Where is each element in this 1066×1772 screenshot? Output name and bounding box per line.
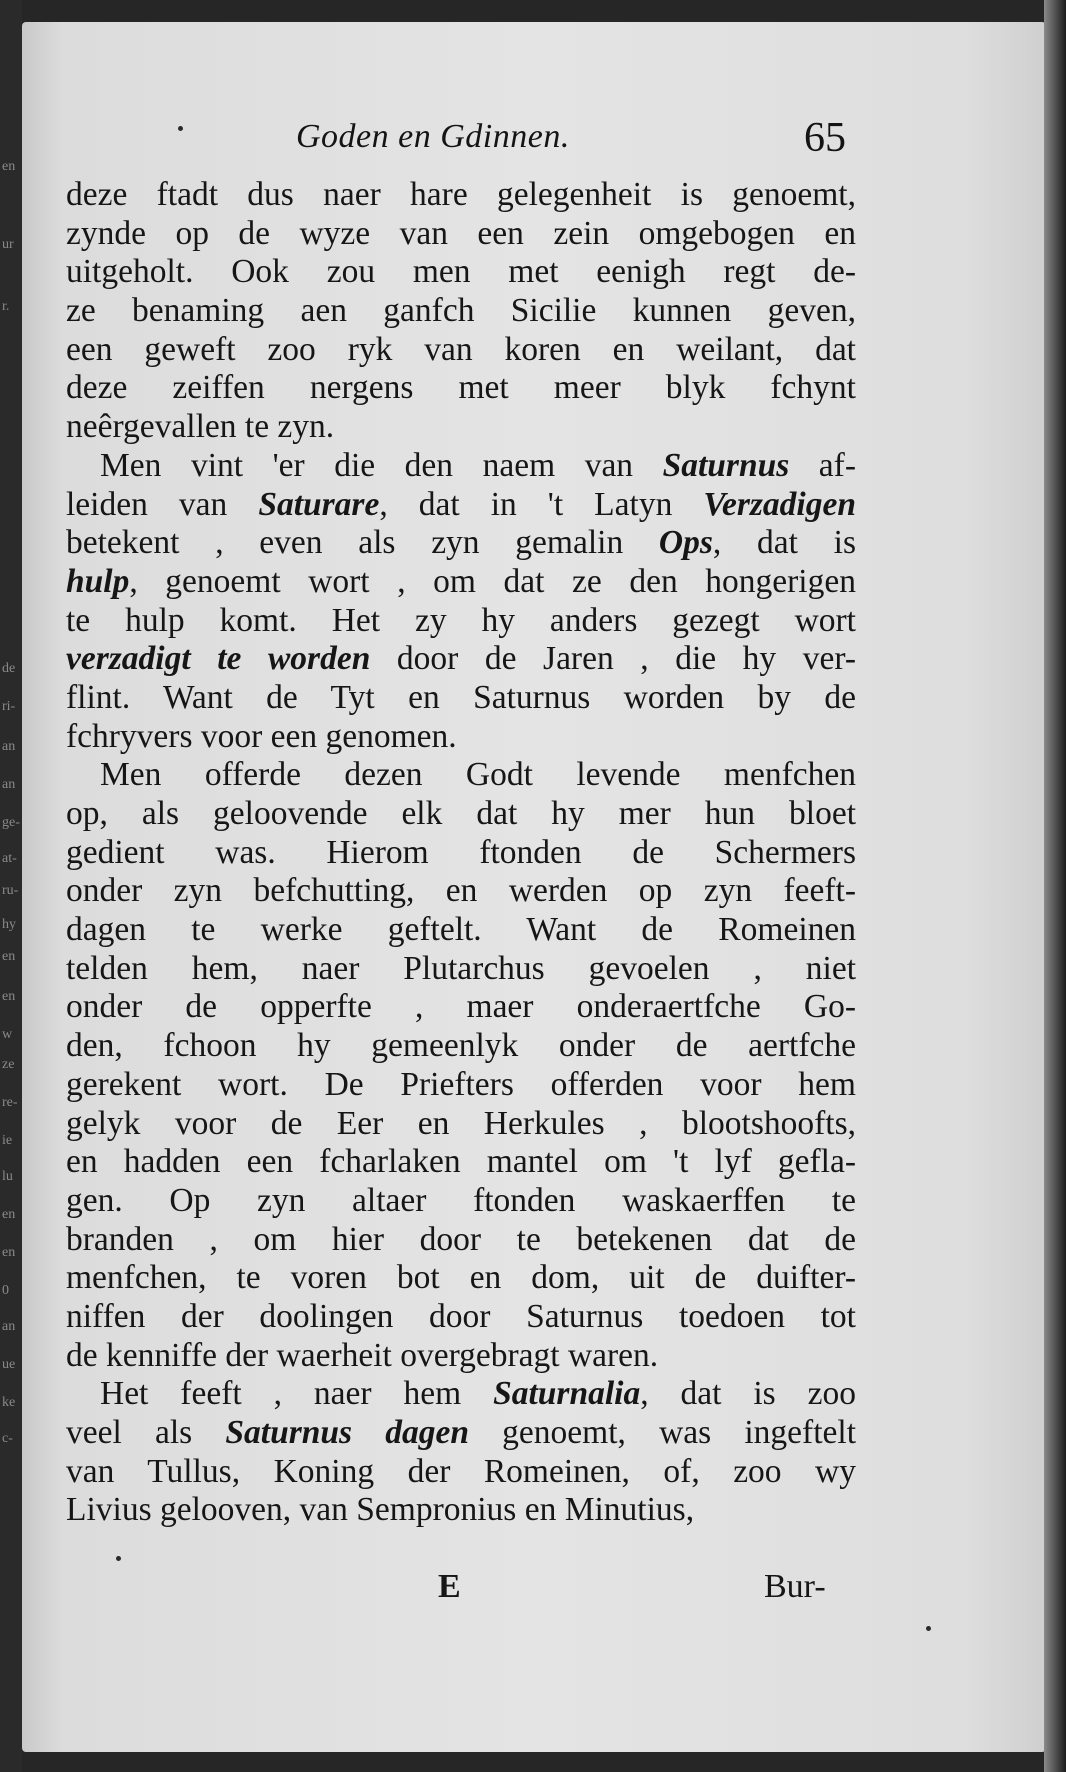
text-run: af-: [789, 446, 856, 484]
margin-fragment: w: [2, 1027, 13, 1042]
text-run: , dat is: [712, 524, 856, 562]
text-run: , dat is zoo: [640, 1375, 857, 1413]
text-line: [66, 215, 856, 254]
text-run: dagen te werke geftelt. Want de Romeinen: [66, 911, 856, 949]
text-run: leiden van: [66, 485, 259, 523]
margin-fragment: c-: [2, 1431, 13, 1446]
margin-fragment: de: [2, 661, 16, 676]
text-run: onder de opperfte , maer onderaertfche Go-: [66, 988, 856, 1026]
text-run: onder zyn befchutting, en werden op zyn feeft-: [66, 872, 856, 910]
body-text: [66, 176, 856, 1530]
italic-term: Saturnus: [662, 446, 790, 484]
text-line: [66, 1105, 856, 1144]
page-edge-shadow: [1044, 0, 1066, 1772]
ink-speck: [178, 126, 183, 131]
margin-fragment: at-: [2, 851, 17, 866]
text-line: [66, 1337, 856, 1376]
text-run: niffen der doolingen door Saturnus toedoen tot: [66, 1297, 856, 1335]
margin-fragment: ue: [2, 1357, 16, 1372]
text-run: den, fchoon hy gemeenlyk onder de aertfche: [66, 1027, 856, 1065]
text-run: op, als geloovende elk dat hy mer hun bloet: [66, 795, 856, 832]
text-line: [66, 1453, 856, 1492]
text-line: [66, 718, 856, 757]
text-line: [66, 1143, 856, 1182]
text-run: betekent , even als zyn gemalin: [66, 524, 659, 562]
text-line: [66, 950, 856, 989]
text-line: [66, 331, 856, 370]
margin-fragment: r.: [2, 299, 10, 314]
margin-fragment: ur: [2, 237, 14, 252]
text-run: flint. Want de Tyt en Saturnus worden by de: [66, 678, 856, 716]
text-line: [66, 602, 856, 641]
running-title: Goden en Gdinnen.: [296, 118, 570, 155]
text-line: [66, 1259, 856, 1298]
text-run: branden , om hier door te betekenen dat de: [66, 1220, 856, 1258]
text-run: telden hem, naer Plutarchus gevoelen , niet: [66, 949, 856, 987]
text-run: ze benaming aen ganfch Sicilie kunnen geven,: [66, 292, 856, 330]
text-line: [66, 872, 856, 911]
signature-mark: E: [438, 1568, 461, 1605]
text-line: [66, 563, 856, 602]
text-line: [66, 1375, 856, 1414]
margin-fragment: ze: [2, 1057, 15, 1072]
text-line: [66, 1221, 856, 1260]
text-run: een geweft zoo ryk van koren en weilant, dat: [66, 330, 856, 368]
text-run: uitgeholt. Ook zou men met eenigh regt de-: [66, 253, 856, 291]
text-run: gerekent wort. De Priefters offerden voor hem: [66, 1065, 856, 1103]
text-run: en hadden een fcharlaken mantel om 't lyf gefla-: [66, 1143, 856, 1181]
text-line: [66, 447, 856, 486]
text-run: zynde op de wyze van een zein omgebogen en: [66, 214, 856, 252]
text-run: deze zeiffen nergens met meer blyk fchynt: [66, 369, 856, 407]
text-line: [66, 640, 856, 679]
text-line: [66, 756, 856, 795]
text-run: van Tullus, Koning der Romeinen, of, zoo wy: [66, 1452, 856, 1490]
text-run: , dat in 't Latyn: [379, 485, 704, 523]
text-line: [66, 524, 856, 563]
catchword: Bur-: [764, 1568, 826, 1605]
text-line: [66, 1491, 856, 1530]
text-run: gelyk voor de Eer en Herkules , blootshoofts,: [66, 1104, 856, 1142]
text-run: gen. Op zyn altaer ftonden waskaerffen te: [66, 1181, 856, 1219]
text-line: [66, 1066, 856, 1105]
italic-term: Saturare: [258, 485, 380, 523]
margin-fragment: ge-: [2, 815, 20, 830]
text-run: deze ftadt dus naer hare gelegenheit is genoemt,: [66, 176, 856, 213]
text-line: [66, 1027, 856, 1066]
text-line: [66, 679, 856, 718]
margin-fragment: ru-: [2, 883, 19, 898]
page-number: 65: [804, 115, 846, 161]
margin-fragment: an: [2, 1319, 16, 1334]
text-run: Livius gelooven, van Sempronius en Minutius,: [66, 1491, 695, 1529]
margin-fragment: en: [2, 1245, 16, 1260]
text-run: Het feeft , naer hem: [100, 1375, 494, 1413]
text-run: gedient was. Hierom ftonden de Schermers: [66, 833, 856, 871]
text-run: genoemt, was ingeftelt: [468, 1414, 856, 1451]
text-run: neêrgevallen te zyn.: [66, 408, 335, 446]
text-line: [66, 834, 856, 873]
text-run: , genoemt wort , om dat ze den hongerigen: [129, 562, 856, 600]
text-line: [66, 292, 856, 331]
ink-speck: [926, 1626, 931, 1631]
text-line: [66, 911, 856, 950]
text-line: [66, 988, 856, 1027]
margin-fragment: en: [2, 1207, 16, 1222]
text-run: te hulp komt. Het zy hy anders gezegt wort: [66, 601, 856, 639]
text-run: menfchen, te voren bot en dom, uit de duifter-: [66, 1259, 856, 1297]
text-run: fchryvers voor een genomen.: [66, 717, 457, 755]
text-run: veel als: [66, 1414, 226, 1451]
margin-fragment: en: [2, 989, 16, 1004]
italic-term: Verzadigen: [703, 485, 856, 523]
italic-term: Saturnus dagen: [225, 1414, 469, 1451]
text-line: [66, 176, 856, 215]
margin-fragment: en: [2, 159, 16, 174]
margin-fragment: an: [2, 739, 16, 754]
text-run: Men offerde dezen Godt levende menfchen: [100, 756, 856, 794]
margin-fragment: ri-: [2, 699, 16, 714]
facing-page-edge: [0, 0, 22, 1772]
italic-term: Saturnalia: [493, 1375, 641, 1413]
text-run: door de Jaren , die hy ver-: [370, 640, 856, 678]
italic-term: verzadigt te worden: [66, 640, 371, 678]
italic-term: hulp: [66, 562, 130, 600]
page-footer: [0, 1568, 1066, 1608]
margin-fragment: lu: [2, 1169, 13, 1184]
text-line: [66, 1182, 856, 1221]
margin-fragment: hy: [2, 917, 16, 932]
text-line: [66, 253, 856, 292]
margin-fragment: ie: [2, 1133, 13, 1148]
margin-fragment: 0: [2, 1283, 9, 1298]
margin-fragment: en: [2, 949, 16, 964]
text-line: [66, 1298, 856, 1337]
text-run: Men vint 'er die den naem van: [100, 446, 663, 484]
margin-fragment: an: [2, 777, 16, 792]
text-run: de kenniffe der waerheit overgebragt waren.: [66, 1336, 659, 1374]
text-line: [66, 1414, 856, 1453]
text-line: [66, 369, 856, 408]
italic-term: Ops: [658, 524, 713, 562]
margin-fragment: re-: [2, 1095, 18, 1110]
text-line: [66, 795, 856, 834]
text-line: [66, 408, 856, 447]
page-header: [0, 115, 1066, 166]
text-line: [66, 486, 856, 525]
ink-speck: [116, 1556, 121, 1561]
margin-fragment: ke: [2, 1395, 16, 1410]
